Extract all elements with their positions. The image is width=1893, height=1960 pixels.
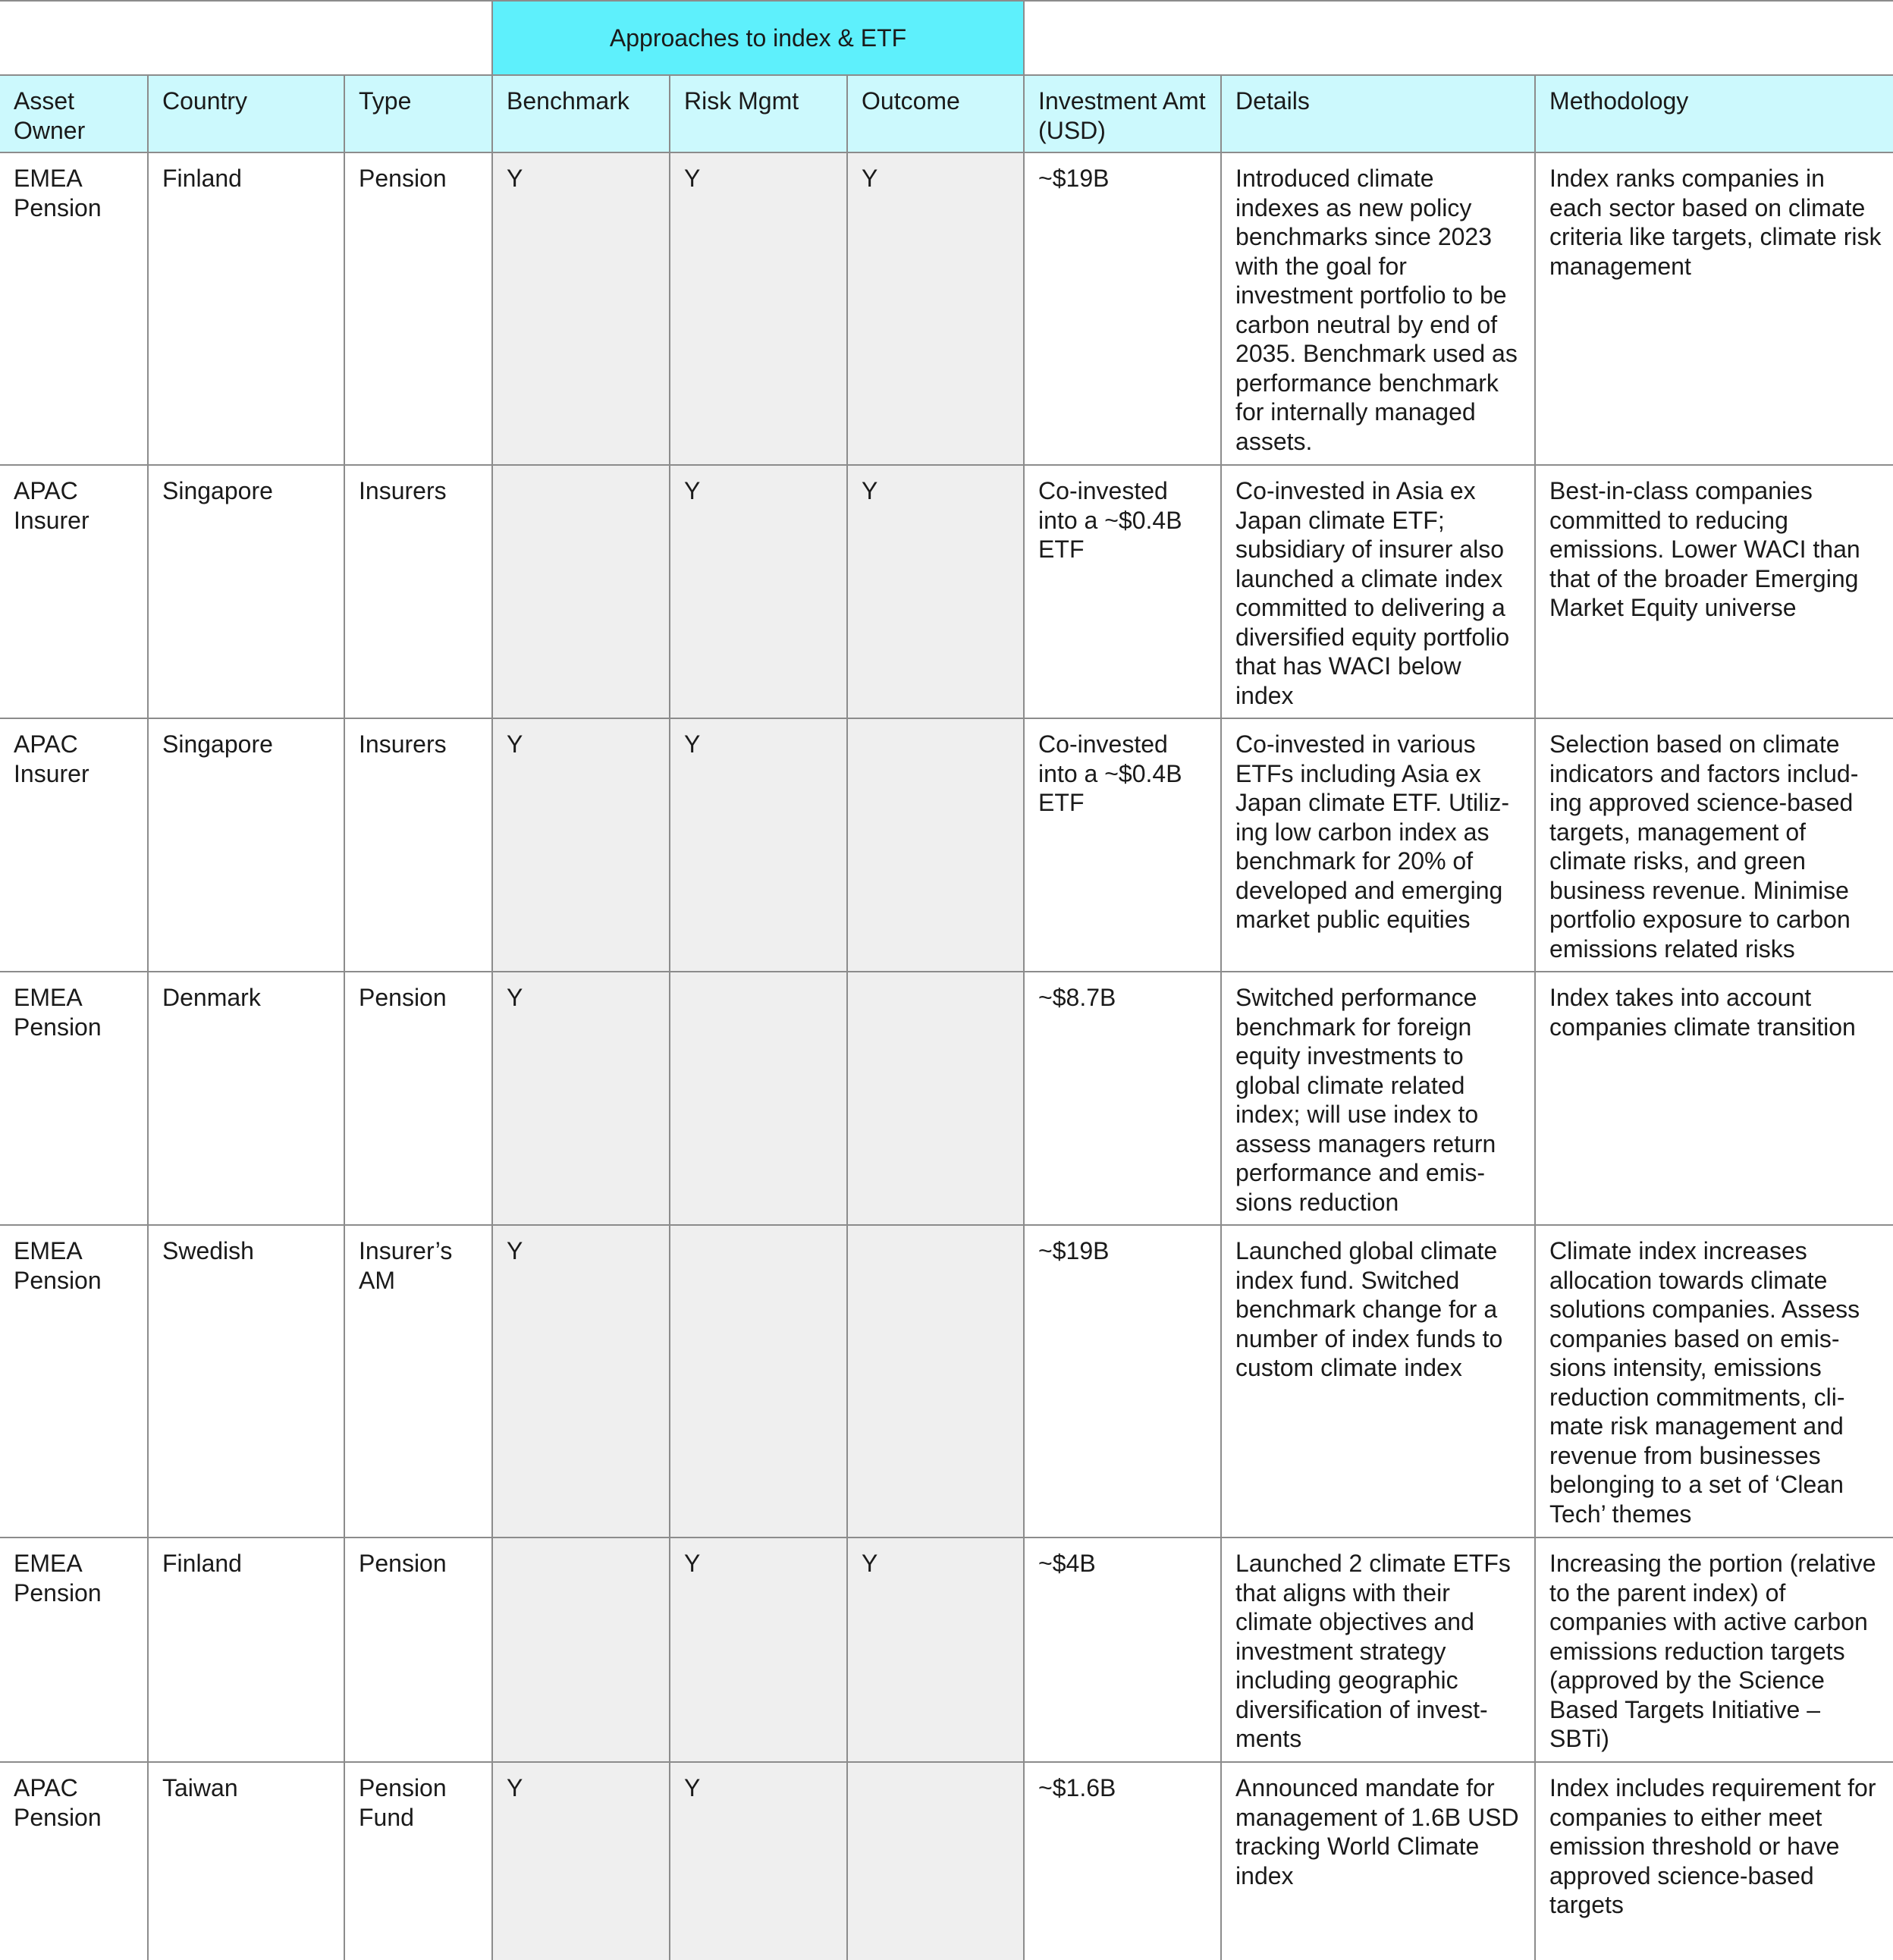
cell-type: Pension: [344, 1538, 492, 1762]
cell-risk-mgmt: [670, 972, 847, 1225]
cell-methodology: Selection based on climate indicators and factors including approved science-based targets, management of climate risks, and green business revenue. Minimise portfolio exposure to carbon emissions related risks: [1535, 718, 1893, 972]
cell-country: Finland: [148, 1538, 344, 1762]
cell-investment-amt: ~$8.7B: [1024, 972, 1221, 1225]
cell-asset-owner: EMEA Pension: [0, 972, 148, 1225]
cell-asset-owner: EMEA Pension: [0, 1538, 148, 1762]
col-header-outcome: Outcome: [847, 75, 1024, 152]
cell-outcome: [847, 1225, 1024, 1538]
group-header-spacer-right: [1024, 1, 1893, 75]
cell-methodology: Index ranks companies in each sector based on climate criteria like targets, climate risk management: [1535, 152, 1893, 465]
cell-investment-amt: ~$1.6B: [1024, 1762, 1221, 1960]
cell-investment-amt: Co-invested into a ~$0.4B ETF: [1024, 465, 1221, 718]
cell-outcome: [847, 972, 1024, 1225]
cell-benchmark: Y: [492, 152, 670, 465]
cell-risk-mgmt: Y: [670, 152, 847, 465]
col-header-country: Country: [148, 75, 344, 152]
cell-investment-amt: ~$19B: [1024, 1225, 1221, 1538]
cell-details: Co-invested in Asia ex Japan climate ETF; subsidiary of insurer also launched a climate index committed to delivering a diversified equity portfolio that has WACI below index: [1221, 465, 1535, 718]
cell-risk-mgmt: Y: [670, 718, 847, 972]
cell-country: Finland: [148, 152, 344, 465]
cell-type: Pension: [344, 152, 492, 465]
cell-benchmark: Y: [492, 972, 670, 1225]
cell-methodology: Increasing the portion (relative to the parent index) of companies with active carbon emissions reduction targets (approved by the Science Based Targets Initiative – SBTi): [1535, 1538, 1893, 1762]
cell-details: Switched performance benchmark for foreign equity investments to global climate related index; will use index to assess managers return performance and emissions reduction: [1221, 972, 1535, 1225]
cell-country: Singapore: [148, 718, 344, 972]
cell-outcome: Y: [847, 1538, 1024, 1762]
cell-country: Taiwan: [148, 1762, 344, 1960]
table-row: [0, 152, 1893, 465]
cell-methodology: Climate index increases allocation towards climate solutions companies. Assess companies based on emissions intensity, emissions reduction commitments, climate risk management and revenue from businesses belonging to a set of ‘Clean Tech’ themes: [1535, 1225, 1893, 1538]
cell-methodology: Best-in-class companies committed to reducing emissions. Lower WACI than that of the broader Emerging Market Equity universe: [1535, 465, 1893, 718]
cell-investment-amt: ~$19B: [1024, 152, 1221, 465]
cell-asset-owner: APAC Pension: [0, 1762, 148, 1960]
column-header-row: [0, 75, 1893, 152]
cell-type: Insurers: [344, 718, 492, 972]
table-row: [0, 718, 1893, 972]
cell-type: Pension: [344, 972, 492, 1225]
col-header-type: Type: [344, 75, 492, 152]
cell-details: Announced mandate for management of 1.6B USD tracking World Climate index: [1221, 1762, 1535, 1960]
cell-benchmark: [492, 1538, 670, 1762]
group-header-row: [0, 1, 1893, 75]
group-header-approaches: Approaches to index & ETF: [492, 1, 1024, 75]
cell-benchmark: [492, 465, 670, 718]
cell-methodology: Index takes into account companies climate transition: [1535, 972, 1893, 1225]
cell-details: Launched global climate index fund. Switched benchmark change for a number of index funds to custom climate index: [1221, 1225, 1535, 1538]
table-row: [0, 1225, 1893, 1538]
cell-benchmark: Y: [492, 1225, 670, 1538]
col-header-investment-amt: Investment Amt (USD): [1024, 75, 1221, 152]
cell-asset-owner: APAC Insurer: [0, 465, 148, 718]
cell-investment-amt: ~$4B: [1024, 1538, 1221, 1762]
cell-outcome: [847, 1762, 1024, 1960]
cell-details: Co-invested in various ETFs including Asia ex Japan climate ETF. Utilizing low carbon index as benchmark for 20% of developed and emerging market public equities: [1221, 718, 1535, 972]
table-row: [0, 1538, 1893, 1762]
cell-details: Introduced climate indexes as new policy benchmarks since 2023 with the goal for investment portfolio to be carbon neutral by end of 2035. Benchmark used as performance benchmark for internally managed assets.: [1221, 152, 1535, 465]
col-header-asset-owner: Asset Owner: [0, 75, 148, 152]
cell-risk-mgmt: [670, 1225, 847, 1538]
cell-risk-mgmt: Y: [670, 1538, 847, 1762]
table-row: [0, 972, 1893, 1225]
cell-country: Singapore: [148, 465, 344, 718]
col-header-risk-mgmt: Risk Mgmt: [670, 75, 847, 152]
cell-asset-owner: EMEA Pension: [0, 152, 148, 465]
group-header-spacer-left: [0, 1, 492, 75]
cell-outcome: [847, 718, 1024, 972]
cell-country: Denmark: [148, 972, 344, 1225]
cell-outcome: Y: [847, 152, 1024, 465]
cell-methodology: Index includes requirement for companies to either meet emission threshold or have approved science-based targets: [1535, 1762, 1893, 1960]
col-header-details: Details: [1221, 75, 1535, 152]
col-header-methodology: Methodology: [1535, 75, 1893, 152]
col-header-benchmark: Benchmark: [492, 75, 670, 152]
cell-type: Insurers: [344, 465, 492, 718]
cell-details: Launched 2 climate ETFs that aligns with their climate objectives and investment strategy including geographic diversification of investments: [1221, 1538, 1535, 1762]
cell-asset-owner: APAC Insurer: [0, 718, 148, 972]
cell-asset-owner: EMEA Pension: [0, 1225, 148, 1538]
cell-investment-amt: Co-invested into a ~$0.4B ETF: [1024, 718, 1221, 972]
table-row: [0, 465, 1893, 718]
cell-benchmark: Y: [492, 718, 670, 972]
cell-risk-mgmt: Y: [670, 465, 847, 718]
cell-benchmark: Y: [492, 1762, 670, 1960]
cell-type: Pension Fund: [344, 1762, 492, 1960]
cell-country: Swedish: [148, 1225, 344, 1538]
cell-risk-mgmt: Y: [670, 1762, 847, 1960]
cell-outcome: Y: [847, 465, 1024, 718]
table-row: [0, 1762, 1893, 1960]
cell-type: Insurer’s AM: [344, 1225, 492, 1538]
